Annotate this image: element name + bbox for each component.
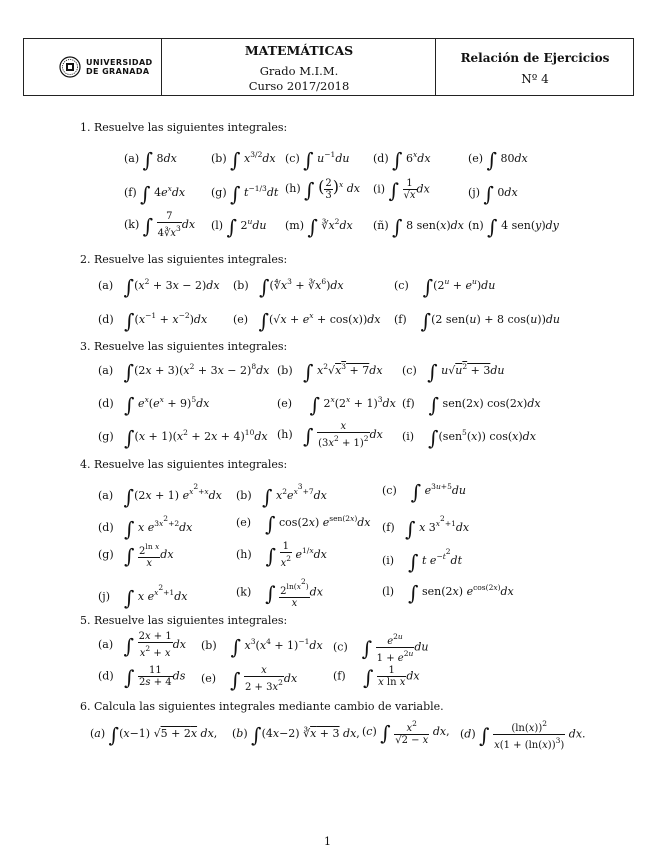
formula: (c) ∫ $\frac{e^{2u}}{1 + e^{2u}}$ du xyxy=(333,632,429,664)
formula: (l) ∫ sen(2x) $e^{cos(2x)}dx$ xyxy=(382,581,514,605)
logo-line-1: UNIVERSIDAD xyxy=(86,58,153,67)
formula: (a) ∫ 8dx xyxy=(124,148,177,172)
sheet-number: Nº 4 xyxy=(521,72,549,86)
formula: (b) ∫ $x^2√x^3 + 7dx$ xyxy=(277,360,383,384)
formula: (d) ∫ 6$^x$dx xyxy=(373,148,431,172)
logo-line-2: DE GRANADA xyxy=(86,67,150,76)
formula: (g) ∫ $t^{-1/3}dt$ xyxy=(211,182,279,206)
exercise-6-heading: 6. Calcula las siguientes integrales mediante cambio de variable. xyxy=(80,700,444,713)
formula: (e) ∫ $\frac{x}{2 + 3x^2}$ dx xyxy=(201,665,298,693)
formula: (d) ∫ x $e^{3x^2+2}dx$ xyxy=(98,514,193,541)
formula: (l) ∫ 2$^u$du xyxy=(211,215,267,239)
formula: (a) $\int(x^2 + 3x - 2)dx$ xyxy=(98,275,220,299)
formula: (a) $\int(2x + 3)(x^2 + 3x - 2)^8dx$ xyxy=(98,360,270,384)
formula: (i) ∫(sen$^5$(x)) cos(x)dx xyxy=(402,426,536,450)
formula: (c) ∫ $\frac{x^2}{√2 - x}$ dx, xyxy=(362,719,450,746)
formula: (a) ∫(2x + 1) $e^{x^2+x}dx$ xyxy=(98,482,222,509)
exercise-4-heading: 4. Resuelve las siguientes integrales: xyxy=(80,458,288,471)
formula: (h) ∫ $\frac{1}{x^2}$ $e^{1/x}dx$ xyxy=(236,541,327,569)
formula: (g) ∫ $\frac{2^{ln x}}{x}$ dx xyxy=(98,542,174,569)
formula: (c) ∫ $e^{3u+5}du$ xyxy=(382,480,466,504)
formula: (f) ∫ x $3^{x^2+1}dx$ xyxy=(382,514,470,541)
formula: (m) ∫ $∛x^2dx$ xyxy=(285,215,353,239)
header-box xyxy=(23,38,634,96)
formula: (f) ∫ $4e^xdx$ xyxy=(124,182,186,206)
formula: (k) ∫ $\frac{7}{4∛x^3}$ dx xyxy=(124,211,196,239)
formula: (b) ∫ $x^{3/2}dx$ xyxy=(211,148,276,172)
formula: (i) ∫ t $e^{-t^2}dt$ xyxy=(382,547,463,574)
formula: (d) $\int(x^{-1} + x^{-2})dx$ xyxy=(98,309,208,333)
formula: (d) ∫ $\frac{11}{2s + 4}$ ds xyxy=(98,665,186,690)
formula: (c) ∫ $u^{-1}du$ xyxy=(285,148,350,172)
exercise-1-heading: 1. Resuelve las siguientes integrales: xyxy=(80,121,288,134)
formula: (b) ∫(4x−2) ∛x + 3 dx, xyxy=(232,723,360,747)
formula: (a) ∫ $\frac{2x + 1}{x^2 + x}$ dx xyxy=(98,631,186,659)
formula: (f) ∫(2 sen(u) + 8 cos(u))du xyxy=(394,309,561,333)
page-number: 1 xyxy=(324,835,331,848)
formula: (i) ∫ $\frac{1}{√x}$ dx xyxy=(373,178,430,203)
formula: (e) ∫ cos(2x) $e^{sen(2x)}dx$ xyxy=(236,512,371,536)
academic-year: Curso 2017/2018 xyxy=(248,79,350,93)
degree-name: Grado M.I.M. xyxy=(259,64,339,78)
university-seal-icon xyxy=(59,56,81,78)
exercise-3-heading: 3. Resuelve las siguientes integrales: xyxy=(80,340,288,353)
formula: (n) ∫ 4 sen(y)dy xyxy=(468,215,559,239)
formula: (c) ∫ $u√u^2 + 3du$ xyxy=(402,360,505,384)
exercise-5-heading: 5. Resuelve las siguientes integrales: xyxy=(80,614,288,627)
formula: (e) ∫ $2^x(2^x + 1)^3dx$ xyxy=(277,393,396,417)
logo-text xyxy=(86,58,153,76)
formula: (e) $\int(√x + e^x + \cos(x))dx$ xyxy=(233,309,381,333)
formula: (h) ∫ $\frac{x}{(3x^2 + 1)^2}$ dx xyxy=(277,421,383,449)
header-title-cell xyxy=(161,39,436,95)
formula: (k) ∫ $\frac{2^{ln(x^2)}}{x}$ dx xyxy=(236,577,323,609)
formula: (b) $\int(∜x^3$ + $∛x^6)dx$ xyxy=(233,275,344,299)
sheet-title: Relación de Ejercicios xyxy=(460,51,610,65)
formula: (j) ∫ x $e^{x^2+1}dx$ xyxy=(98,583,188,610)
formula: (f) ∫ sen(2x) cos(2x)dx xyxy=(402,393,541,417)
formula: (d) ∫ $\frac{(\ln(x))^2}{x(1 + (\ln(x))^3)}$ dx. xyxy=(460,719,586,751)
formula: (c) $\int(2^u + e^u)du$ xyxy=(394,275,496,299)
formula: (b) ∫ $x^3(x^4 + 1)^{-1}dx$ xyxy=(201,635,323,659)
formula: (j) ∫ 0dx xyxy=(468,182,518,206)
formula: (f) ∫ $\frac{1}{\text{x ln x}}$ dx xyxy=(333,665,420,690)
formula: (h) ∫ ( $\frac{2}{3}$ )$^x$ dx xyxy=(285,177,360,202)
header-logo-cell xyxy=(24,39,161,95)
formula: (d) ∫ $e^x(e^x + 9)^5dx$ xyxy=(98,393,210,417)
exercise-2-heading: 2. Resuelve las siguientes integrales: xyxy=(80,253,288,266)
formula: (b) ∫ $x^2e^{x^3+7}dx$ xyxy=(236,482,327,509)
formula: (e) ∫ 80dx xyxy=(468,148,528,172)
formula: (g) $\int(x + 1)(x^2 + 2x + 4)^{10}dx$ xyxy=(98,426,268,450)
formula: (a) ∫(x−1) √5 + 2x dx, xyxy=(90,723,218,747)
course-title: MATEMÁTICAS xyxy=(244,43,354,58)
header-right-cell xyxy=(435,39,634,95)
formula: (ñ) ∫ 8 sen(x)dx xyxy=(373,215,464,239)
